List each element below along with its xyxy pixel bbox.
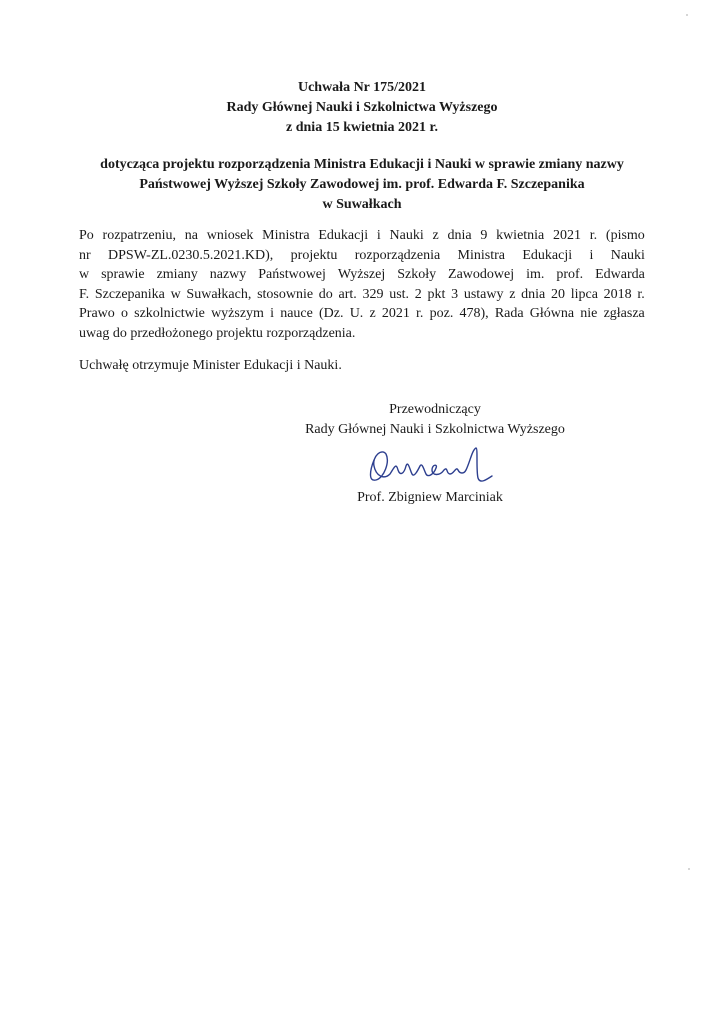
body-line-justified	[79, 285, 645, 305]
body-word: projektu	[290, 247, 338, 263]
body-line-justified	[79, 226, 645, 246]
body-word: kwietnia	[496, 228, 545, 243]
closing-statement: Uchwałę otrzymuje Minister Edukacji i Nauki.	[79, 358, 342, 373]
body-line	[79, 265, 645, 285]
body-word: dnia	[521, 286, 546, 302]
body-word: Ministra	[457, 247, 505, 263]
body-word: szkolnictwie	[134, 306, 205, 322]
body-word: Szkoły	[397, 267, 437, 283]
body-word: ustawy	[463, 286, 504, 302]
body-word: ust.	[389, 286, 410, 302]
resolution-body	[79, 226, 645, 344]
signatory-role: Przewodniczący	[389, 402, 481, 417]
body-word: i	[589, 247, 594, 263]
resolution-subject	[0, 155, 724, 215]
body-word: stosownie	[257, 286, 314, 302]
body-word: Rada	[494, 306, 524, 322]
body-word: Główna	[529, 306, 575, 322]
body-word: z	[369, 306, 376, 322]
subject-line-1: dotycząca projektu rozporządzenia Ministra Edukacji i Nauki w sprawie zmiany nazwy	[100, 157, 624, 172]
body-word: lipca	[570, 286, 598, 302]
body-word: nr	[79, 247, 91, 263]
body-word: Ministra	[262, 228, 310, 243]
body-line	[79, 285, 645, 305]
body-word: 478),	[459, 306, 489, 322]
body-word: rozporządzenia	[354, 247, 441, 263]
body-word: zgłasza	[603, 306, 645, 322]
body-word: im.	[526, 267, 545, 283]
body-word: r.	[416, 306, 424, 322]
body-word: 2021	[553, 228, 582, 243]
body-word: Państwowej	[258, 267, 326, 283]
body-word: (pismo	[605, 228, 645, 243]
body-word: Prawo	[79, 306, 115, 322]
body-word: 2021	[381, 306, 410, 322]
body-word: i	[376, 228, 381, 243]
body-word: (Dz.	[319, 306, 344, 322]
body-word: Po	[79, 228, 94, 243]
body-word: 2	[414, 286, 422, 302]
resolution-header	[0, 78, 724, 138]
body-word: pkt	[427, 286, 446, 302]
scan-speck	[688, 868, 690, 870]
signatory-name: Prof. Zbigniew Marciniak	[357, 490, 503, 505]
signatory-title	[290, 400, 580, 440]
body-word: Edukacji	[318, 228, 369, 243]
body-word: dnia	[447, 228, 472, 243]
body-word: na	[184, 228, 198, 243]
body-line: uwag do przedłożonego projektu rozporządzenia.	[79, 325, 356, 341]
body-word: DPSW-ZL.0230.5.2021.KD),	[108, 247, 274, 263]
signatory-body: Rady Głównej Nauki i Szkolnictwa Wyższego	[305, 422, 565, 437]
body-word: do	[318, 286, 333, 302]
body-word: Edukacji	[522, 247, 573, 263]
resolution-date: z dnia 15 kwietnia 2021 r.	[286, 120, 438, 135]
body-word: wniosek	[206, 228, 254, 243]
body-word: 329	[362, 286, 384, 302]
body-line-justified	[79, 265, 645, 285]
body-word: nie	[580, 306, 598, 322]
body-word: i	[270, 306, 275, 322]
body-word: zmiany	[156, 267, 198, 283]
body-word: F.	[79, 286, 90, 302]
body-word: z	[509, 286, 516, 302]
body-word: 3	[451, 286, 459, 302]
body-word: 9	[480, 228, 488, 243]
body-line-justified	[79, 246, 645, 266]
issuing-body: Rady Głównej Nauki i Szkolnictwa Wyższego	[226, 100, 498, 115]
body-word: art.	[338, 286, 357, 302]
body-word: r.	[589, 228, 598, 243]
body-word: r.	[637, 286, 645, 302]
body-line	[79, 226, 645, 246]
body-line-justified	[79, 304, 645, 324]
body-word: Edwarda	[595, 267, 645, 283]
body-word: Szczepanika	[94, 286, 165, 302]
body-word: poz.	[429, 306, 454, 322]
resolution-number: Uchwała Nr 175/2021	[297, 80, 427, 95]
body-word: U.	[349, 306, 364, 322]
body-word: Wyższej	[337, 267, 386, 283]
body-word: nauce	[280, 306, 313, 322]
body-word: Zawodowej	[448, 267, 515, 283]
body-line	[79, 246, 645, 266]
body-line	[79, 304, 645, 324]
handwritten-signature	[360, 440, 510, 490]
body-word: Nauki	[389, 228, 424, 243]
body-word: rozpatrzeniu,	[102, 228, 177, 243]
body-word: Nauki	[610, 247, 645, 263]
subject-line-2: Państwowej Wyższej Szkoły Zawodowej im. prof. Edwarda F. Szczepanika	[139, 177, 585, 192]
body-word: Suwałkach,	[186, 286, 252, 302]
body-word: w	[170, 286, 181, 302]
body-word: prof.	[556, 267, 584, 283]
body-word: 2018	[603, 286, 632, 302]
scan-speck	[686, 14, 688, 16]
body-word: z	[432, 228, 439, 243]
body-word: 20	[550, 286, 565, 302]
body-word: w	[79, 267, 90, 283]
body-word: nazwy	[209, 267, 247, 283]
body-word: wyższym	[211, 306, 264, 322]
subject-line-3: w Suwałkach	[322, 197, 402, 212]
body-word: sprawie	[101, 267, 145, 283]
body-word: o	[120, 306, 128, 322]
